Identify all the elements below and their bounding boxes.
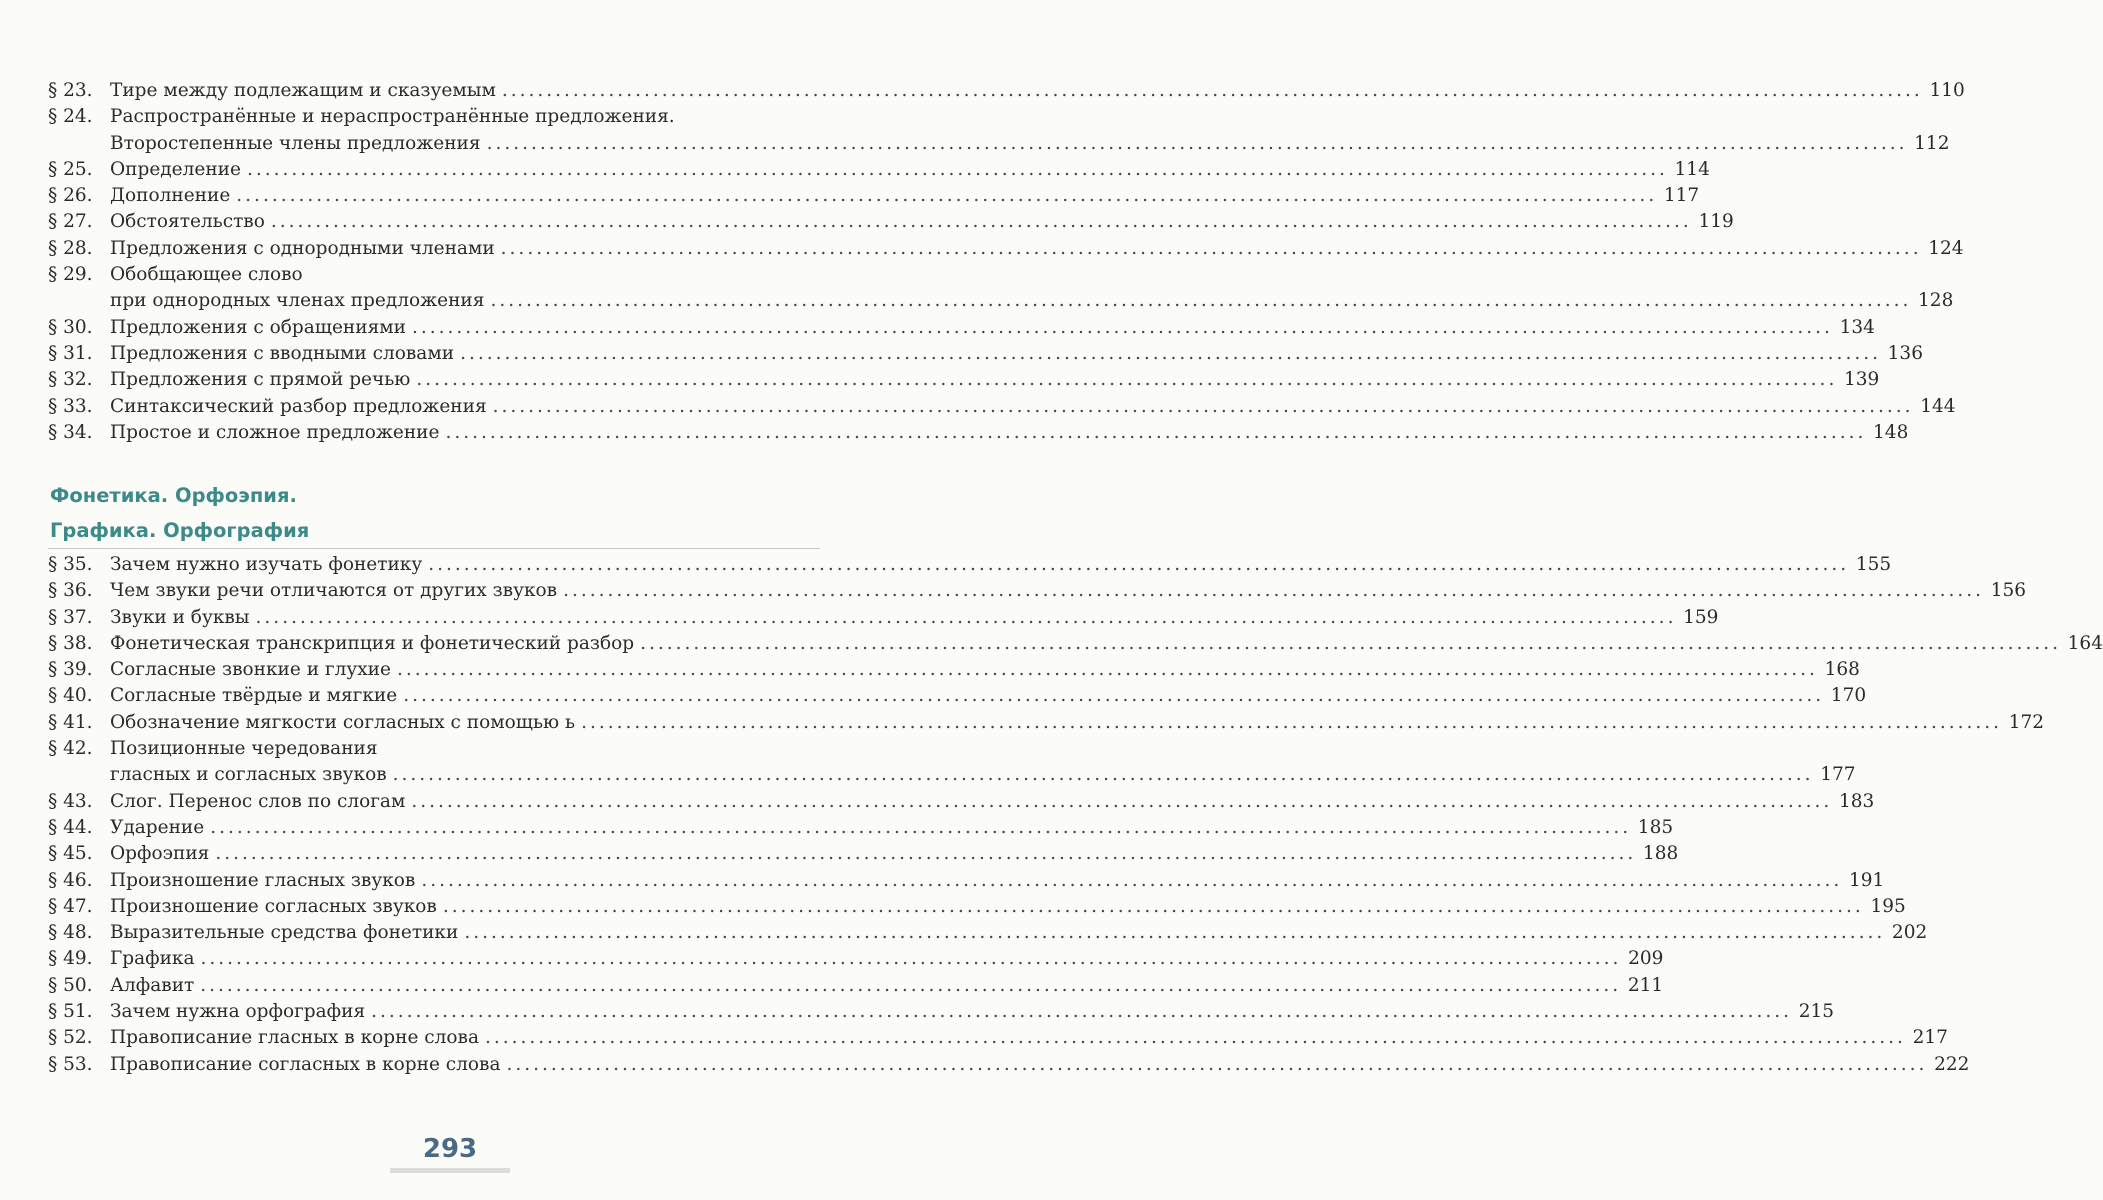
dot-leader: ................................................................................................................................................................ [200,974,1622,996]
section-title: Алфавит [110,974,195,996]
toc-entry-line [48,657,1860,683]
section-title: Правописание гласных в корне слова [110,1027,479,1049]
section-number: § 31. [48,342,93,364]
toc-entry [48,341,1923,367]
section-divider [48,548,820,549]
section-page-number: 222 [1934,1053,1970,1075]
section-page-number: 156 [1990,580,2027,602]
toc-entry-line [48,999,1835,1025]
section-page-number: 211 [1627,974,1664,996]
section-page-number: 217 [1912,1027,1948,1049]
section-number: § 42. [48,738,93,760]
section-title: Синтаксический разбор предложения [110,395,487,417]
toc-entry [48,78,1965,104]
toc-entry [48,1052,1970,1078]
section-page-number: 185 [1637,816,1674,838]
section-number: § 49. [48,948,93,970]
section-title: Ударение [110,816,205,838]
section-number: § 41. [48,711,93,733]
section-title: Графика [110,948,195,970]
toc-entry [48,209,1734,235]
section-number: § 52. [48,1027,93,1049]
section-number: § 37. [48,606,93,628]
section-heading-line-1: Фонетика. Орфоэпия. [50,484,297,507]
dot-leader: ................................................................................................................................................................ [392,764,1814,786]
section-title: Предложения с обращениями [110,316,406,338]
dot-leader: ................................................................................................................................................................ [270,211,1692,233]
section-page-number: 188 [1642,843,1679,865]
toc-entry-line [48,578,2027,604]
section-number: § 27. [48,211,93,233]
dot-leader: ................................................................................................................................................................ [416,369,1838,391]
toc-entry [48,315,1875,341]
toc-entry [48,710,2044,736]
toc-entry [48,841,1679,867]
toc-entry-line [48,157,1710,183]
section-title: Правописание согласных в корне слова [110,1053,501,1075]
section-number: § 35. [48,554,93,575]
dot-leader: ................................................................................................................................................................ [255,606,1677,628]
toc-entry-line [48,288,1954,314]
toc-entry [48,157,1710,183]
section-number: § 23. [48,80,93,101]
toc-entry [48,236,1964,262]
toc-entry-line [48,315,1875,341]
section-number: § 48. [48,922,93,944]
toc-entry-line [48,789,1875,815]
section-title: Слог. Перенос слов по слогам [110,790,406,812]
section-number: § 44. [48,816,93,838]
toc-entry [48,946,1664,972]
section-number: § 43. [48,790,93,812]
section-title: Предложения с прямой речью [110,369,411,391]
section-page-number: 134 [1839,316,1875,338]
section-title: Выразительные средства фонетики [110,922,459,944]
section-title: Согласные звонкие и глухие [110,659,391,681]
toc-entry [48,1025,1948,1051]
section-number: § 25. [48,158,93,180]
section-number: § 50. [48,974,93,996]
toc-entry-line [48,1025,1948,1051]
section-page-number: 124 [1928,237,1964,259]
section-page-number: 195 [1870,895,1906,917]
dot-leader: ................................................................................................................................................................ [640,632,2061,654]
dot-leader: ................................................................................................................................................................ [428,554,1850,575]
section-title: Предложения с однородными членами [110,237,495,259]
dot-leader: ................................................................................................................................................................ [442,895,1864,917]
section-title: Звуки и буквы [110,606,250,628]
section-number: § 51. [48,1001,93,1023]
toc-entry [48,789,1875,815]
section-page-number: 177 [1820,764,1856,786]
toc-entry-line [48,209,1734,235]
section-page-number: 112 [1914,132,1950,154]
toc-entry-line [48,710,2044,736]
dot-leader: ................................................................................................................................................................ [215,843,1637,865]
section-title: Простое и сложное предложение [110,421,440,443]
section-title: Предложения с вводными словами [110,342,455,364]
section-title: Дополнение [110,185,231,207]
section-page-number: 183 [1838,790,1875,812]
section-title: Обозначение мягкости согласных с помощью ь [110,711,576,733]
toc-entry [48,367,1880,393]
section-number: § 34. [48,421,93,443]
section-title: гласных и согласных звуков [110,764,387,786]
section-page-number: 128 [1918,290,1954,312]
table-of-contents-part-2 [48,552,2103,1078]
toc-entry-line [48,631,2103,657]
dot-leader: ................................................................................................................................................................ [411,790,1833,812]
toc-entry [48,868,1885,894]
section-number: § 39. [48,659,93,681]
page-number-underline [390,1168,510,1173]
toc-entry-line [48,236,1964,262]
dot-leader: ................................................................................................................................................................ [563,580,1985,602]
table-of-contents-part-1 [48,78,1965,446]
section-page-number: 155 [1855,554,1892,575]
toc-entry-line [48,736,820,762]
section-page-number: 114 [1674,158,1710,180]
toc-entry [48,394,1956,420]
dot-leader: ................................................................................................................................................................ [492,395,1914,417]
dot-leader: ................................................................................................................................................................ [371,1001,1793,1023]
toc-entry-line [48,552,1892,578]
section-page-number: 170 [1830,685,1867,707]
section-page-number: 159 [1683,606,1719,628]
section-page-number: 191 [1848,869,1885,891]
dot-leader: ................................................................................................................................................................ [464,922,1886,944]
section-page-number: 172 [2008,711,2044,733]
dot-leader: ................................................................................................................................................................ [210,816,1632,838]
toc-entry [48,920,1928,946]
section-number: § 33. [48,395,93,417]
toc-entry [48,183,1700,209]
toc-entry-line [48,605,1719,631]
toc-entry [48,104,1950,157]
dot-leader: ................................................................................................................................................................ [506,1053,1928,1075]
section-number: § 40. [48,685,93,707]
section-title: Обобщающее слово [110,264,303,286]
section-title: Орфоэпия [110,843,210,865]
toc-entry-line [48,78,1965,104]
section-page-number: 144 [1920,395,1956,417]
section-title: Согласные твёрдые и мягкие [110,685,398,707]
dot-leader: ................................................................................................................................................................ [445,421,1867,443]
toc-entry-line [48,762,1856,788]
section-number: § 26. [48,185,93,207]
section-heading-line-2: Графика. Орфография [50,519,310,542]
section-title: Распространённые и нераспространённые предложения. [110,106,675,128]
section-number: § 38. [48,632,93,654]
section-title: Произношение гласных звуков [110,869,416,891]
toc-entry [48,631,2103,657]
section-page-number: 202 [1891,922,1928,944]
section-number: § 47. [48,895,93,917]
dot-leader: ................................................................................................................................................................ [581,711,2002,733]
toc-entry-line [48,104,820,130]
toc-entry-line [48,367,1880,393]
dot-leader: ................................................................................................................................................................ [200,948,1622,970]
dot-leader: ................................................................................................................................................................ [246,158,1668,180]
toc-entry-line [48,841,1679,867]
toc-entry [48,736,1856,789]
dot-leader: ................................................................................................................................................................ [460,342,1881,364]
section-page-number: 215 [1798,1001,1835,1023]
section-title: Чем звуки речи отличаются от других звуков [110,580,558,602]
section-page-number: 139 [1844,369,1880,391]
dot-leader: ................................................................................................................................................................ [236,185,1658,207]
toc-entry [48,262,1954,315]
dot-leader: ................................................................................................................................................................ [486,132,1908,154]
toc-entry-line [48,420,1909,446]
section-title: Зачем нужно изучать фонетику [110,554,423,575]
toc-entry-line [48,341,1923,367]
toc-entry-line [48,183,1700,209]
section-title: при однородных членах предложения [110,290,485,312]
toc-entry-line [48,131,1950,157]
section-number: § 24. [48,106,93,128]
dot-leader: ................................................................................................................................................................ [403,685,1825,707]
toc-entry-line [48,920,1928,946]
toc-entry [48,815,1674,841]
section-page-number: 168 [1824,659,1860,681]
toc-entry-line [48,973,1664,999]
dot-leader: ................................................................................................................................................................ [421,869,1843,891]
section-page-number: 110 [1929,80,1965,101]
toc-entry [48,999,1835,1025]
toc-entry-line [48,815,1674,841]
section-page-number: 136 [1887,342,1923,364]
dot-leader: ................................................................................................................................................................ [485,1027,1906,1049]
toc-entry-line [48,946,1664,972]
section-title: Определение [110,158,241,180]
toc-entry [48,683,1867,709]
section-title: Фонетическая транскрипция и фонетический разбор [110,632,635,654]
section-page-number: 164 [2067,632,2103,654]
section-page-number: 209 [1628,948,1664,970]
section-number: § 30. [48,316,93,338]
dot-leader: ................................................................................................................................................................ [500,237,1922,259]
toc-entry-line [48,894,1906,920]
section-title: Позиционные чередования [110,738,378,760]
toc-entry-line [48,868,1885,894]
section-title: Обстоятельство [110,211,265,233]
section-number: § 53. [48,1053,93,1075]
section-number: § 28. [48,237,93,259]
section-number: § 36. [48,580,93,602]
dot-leader: ................................................................................................................................................................ [411,316,1833,338]
section-page-number: 119 [1698,211,1734,233]
dot-leader: ................................................................................................................................................................ [396,659,1818,681]
section-title: Тире между подлежащим и сказуемым [110,80,496,101]
toc-entry [48,605,1719,631]
section-title: Второстепенные члены предложения [110,132,481,154]
section-number: § 29. [48,264,93,286]
section-page-number: 117 [1663,185,1700,207]
section-number: § 45. [48,843,93,865]
toc-entry [48,894,1906,920]
toc-entry [48,420,1909,446]
dot-leader: ................................................................................................................................................................ [501,80,1923,101]
section-number: § 46. [48,869,93,891]
section-title: Зачем нужна орфография [110,1001,366,1023]
toc-entry [48,552,1892,578]
section-page-number: 148 [1873,421,1909,443]
toc-entry-line [48,1052,1970,1078]
toc-entry-line [48,262,820,288]
page-number: 293 [422,1134,478,1164]
toc-entry-line [48,683,1867,709]
toc-entry-line [48,394,1956,420]
section-title: Произношение согласных звуков [110,895,437,917]
toc-entry [48,578,2027,604]
section-number: § 32. [48,369,93,391]
toc-entry [48,973,1664,999]
dot-leader: ................................................................................................................................................................ [490,290,1912,312]
toc-entry [48,657,1860,683]
